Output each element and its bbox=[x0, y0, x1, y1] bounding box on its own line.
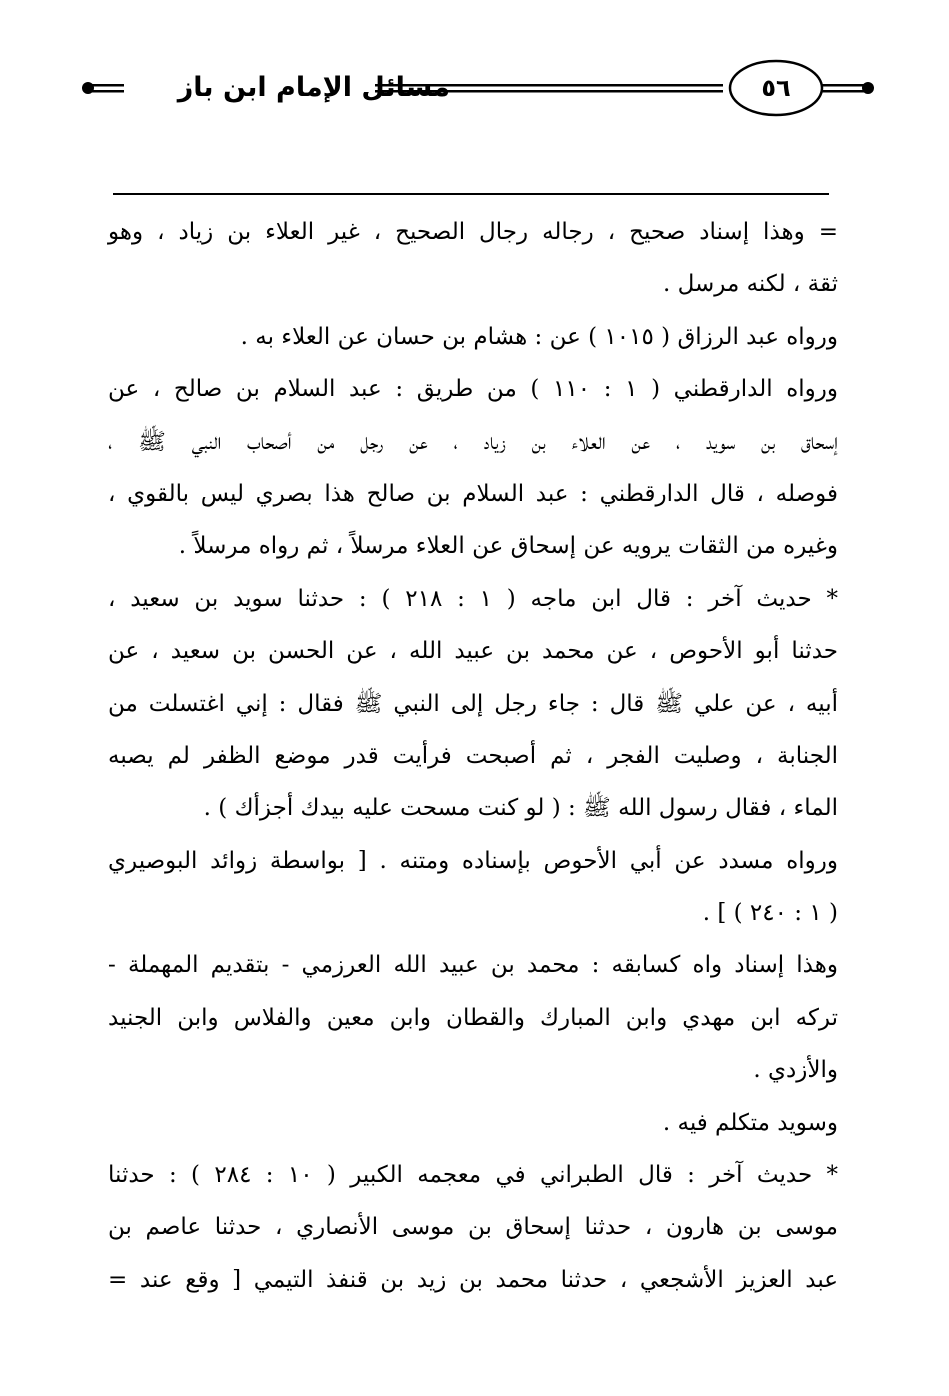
page-header bbox=[80, 58, 880, 120]
text-line: * حديث آخر : قال ابن ماجه ( ١ : ٢١٨ ) : حدثنا سويد بن سعيد ، bbox=[108, 585, 838, 612]
text-line: ورواه عبد الرزاق ( ١٠١٥ ) عن : هشام بن حسان عن العلاء به . bbox=[240, 323, 838, 350]
text-line: ورواه مسدد عن أبي الأحوص بإسناده ومتنه . [ بواسطة زوائد البوصيري bbox=[108, 847, 838, 874]
page-number: ٥٦ bbox=[761, 74, 791, 102]
text-line: والأزدي . bbox=[753, 1057, 838, 1084]
text-line: ورواه الدارقطني ( ١ : ١١٠ ) من طريق : عبد السلام بن صالح ، عن bbox=[108, 376, 838, 403]
text-line: حدثنا أبو الأحوص ، عن محمد بن عبيد الله ، عن الحسن بن سعيد ، عن bbox=[108, 638, 838, 665]
text-line: فوصله ، قال الدارقطني : عبد السلام بن صالح هذا بصري ليس بالقوي ، bbox=[108, 480, 838, 507]
text-line: أبيه ، عن علي ﷺ قال : جاء رجل إلى النبي ﷺ فقال : إني اغتسلت من bbox=[108, 690, 838, 717]
text-line: * حديث آخر : قال الطبراني في معجمه الكبير ( ١٠ : ٢٨٤ ) : حدثنا bbox=[108, 1162, 839, 1189]
text-line: وهذا إسناد واه كسابقه : محمد بن عبيد الله العرزمي - بتقديم المهملة - bbox=[108, 952, 838, 979]
text-line: إسحاق بن سويد ، عن العلاء بن زياد ، عن رجل من أصحاب النبي ﷺ ، bbox=[108, 428, 838, 455]
text-line: وسويد متكلم فيه . bbox=[662, 1109, 838, 1136]
text-line: الجنابة ، وصليت الفجر ، ثم أصبحت فرأيت قدر موضع الظفر لم يصبه bbox=[108, 742, 838, 769]
text-line: ثقة ، لكنه مرسل . bbox=[662, 271, 838, 298]
text-line: = وهذا إسناد صحيح ، رجاله رجال الصحيح ، غير العلاء بن زياد ، وهو bbox=[108, 219, 838, 245]
text-line: موسى بن هارون ، حدثنا إسحاق بن موسى الأنصاري ، حدثنا عاصم بن bbox=[108, 1214, 838, 1241]
text-line: عبد العزيز الأشجعي ، حدثنا محمد بن زيد بن قنفذ التيمي [ وقع عند = bbox=[108, 1266, 838, 1293]
text-line: وغيره من الثقات يرويه عن إسحاق عن العلاء مرسلاً ، ثم رواه مرسلاً . bbox=[178, 533, 838, 560]
text-line: ( ١ : ٢٤٠ ) ] . bbox=[702, 900, 838, 927]
footnote-separator bbox=[113, 193, 829, 195]
book-title: مسائل الإمام ابن باز bbox=[177, 72, 450, 103]
text-line: تركه ابن مهدي وابن المبارك والقطان وابن معين والفلاس وابن الجنيد bbox=[108, 1004, 838, 1031]
header-right-dot bbox=[862, 82, 874, 94]
text-line: الماء ، فقال رسول الله ﷺ : ( لو كنت مسحت عليه بيدك أجزأك ) . bbox=[203, 795, 838, 822]
footnote-text bbox=[108, 206, 838, 1306]
